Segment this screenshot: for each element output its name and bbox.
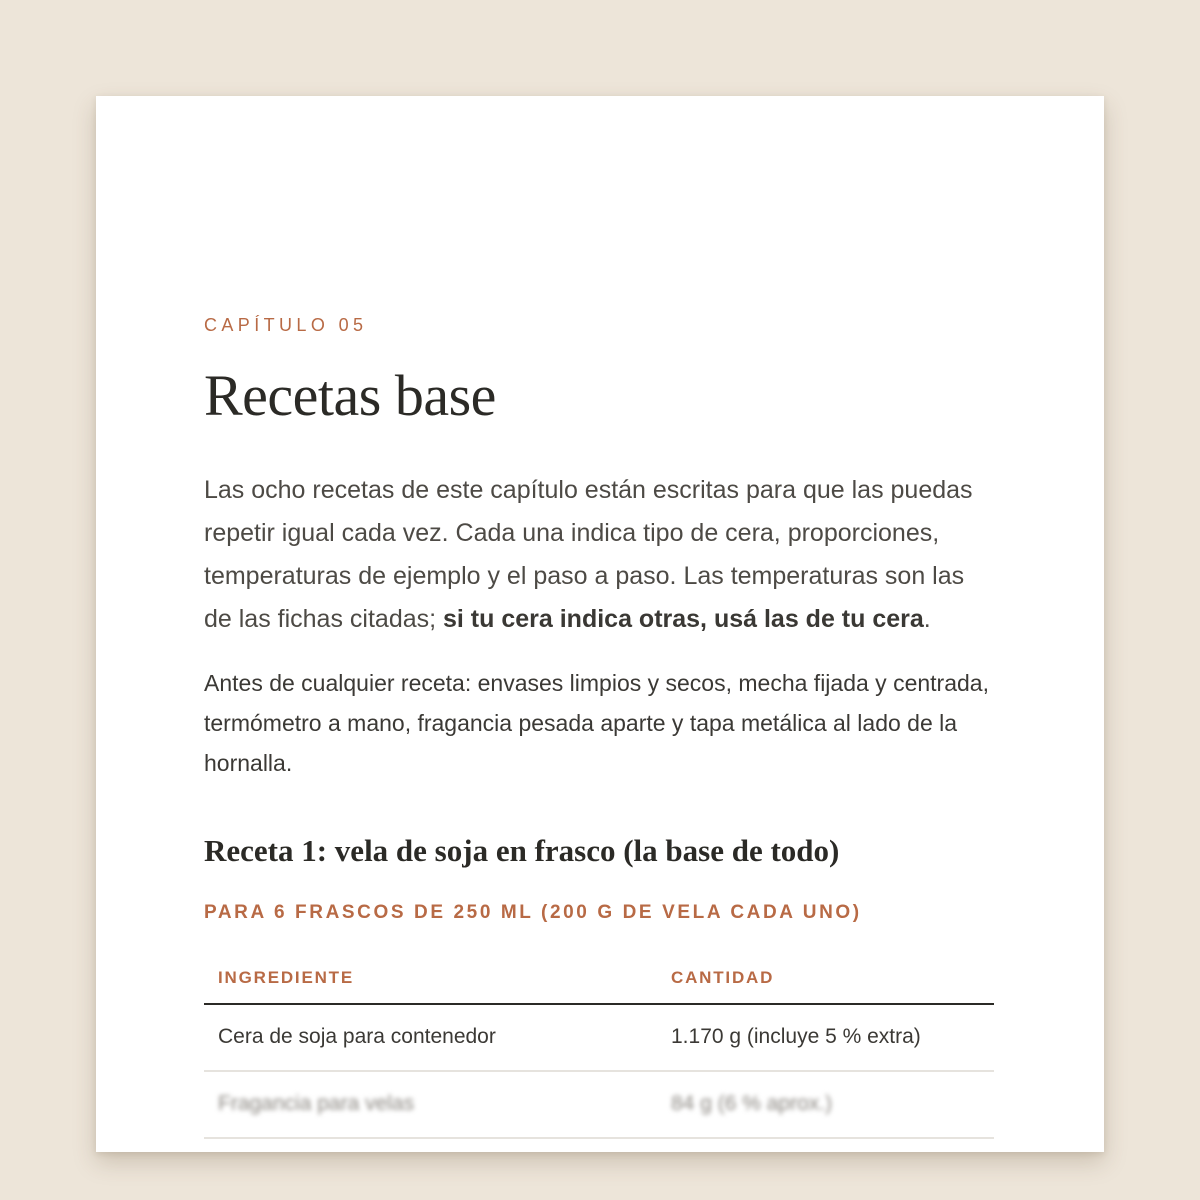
- intro-paragraph: [204, 469, 994, 641]
- table-header-row: [204, 967, 994, 1004]
- column-header-quantity: CANTIDAD: [657, 967, 994, 1004]
- recipe-title: Receta 1: vela de soja en frasco (la base de todo): [204, 833, 840, 868]
- recipe-yield: PARA 6 FRASCOS DE 250 ML (200 G DE VELA CADA UNO): [204, 902, 862, 923]
- intro-emphasis: si tu cera indica otras, usá las de tu cera: [443, 605, 924, 633]
- quantity-cell: 1.170 g (incluye 5 % extra): [657, 1004, 994, 1071]
- intro-text: Las ocho recetas de este capítulo están escritas para que las puedas repetir igual cada vez. Cada una indica tipo de cera, proporciones, temperaturas de ejemplo y el paso a paso. Las temperaturas son las de las fichas citadas;: [204, 476, 973, 633]
- page-content: [204, 314, 994, 1139]
- document-page: [96, 96, 1104, 1152]
- ingredients-table: [204, 967, 994, 1139]
- chapter-title: Recetas base: [204, 363, 496, 428]
- ingredient-cell: Cera de soja para contenedor: [204, 1004, 657, 1071]
- ingredient-cell: Fragancia para velas: [204, 1071, 657, 1138]
- intro-end: .: [923, 605, 931, 633]
- table-row: [204, 1071, 994, 1138]
- table-row: [204, 1004, 994, 1071]
- chapter-label: CAPÍTULO 05: [204, 315, 368, 335]
- column-header-ingredient: INGREDIENTE: [204, 967, 657, 1004]
- quantity-cell: 84 g (6 % aprox.): [657, 1071, 994, 1138]
- prep-paragraph: Antes de cualquier receta: envases limpios y secos, mecha fijada y centrada, termómetro a mano, fragancia pesada aparte y tapa metálica al lado de la hornalla.: [204, 670, 989, 776]
